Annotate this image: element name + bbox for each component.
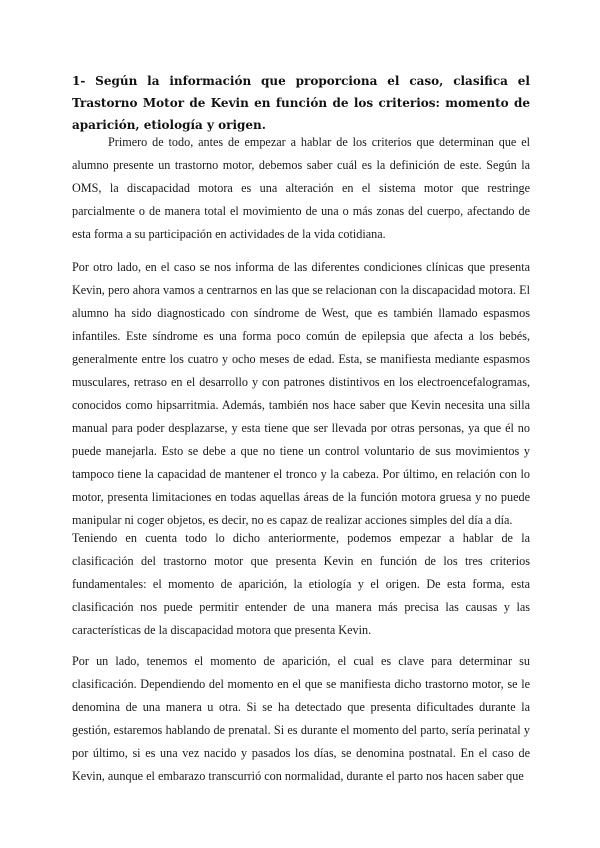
question-heading: 1- Según la información que proporciona el caso, clasifica el Trastorno Motor de Kevin en función de los criterios: momento de aparición, etiología y origen. [72, 74, 530, 132]
paragraph-definition: Primero de todo, antes de empezar a hablar de los criterios que determinan que el alumno presente un trastorno motor, debemos saber cuál es la definición de este. Según la OMS, la discapacidad motora es una alteración en el sistema motor que restringe parcialmente o de manera total el movimiento de una o más zonas del cuerpo, afectando de esta forma a su participación en actividades de la vida cotidiana. [72, 135, 530, 241]
paragraph-clinical-conditions: Por otro lado, en el caso se nos informa de las diferentes condiciones clínicas que presenta Kevin, pero ahora vamos a centrarnos en las que se relacionan con la discapacidad motora. El alumno ha sido diagnosticado con síndrome de West, que es también llamado espasmos infantiles. Este síndrome es una forma poco común de epilepsia que afecta a los bebés, generalmente entre los cuatro y ocho meses de edad. Esta, se manifiesta mediante espasmos musculares, retraso en el desarrollo y con patrones distintivos en los electroencefalogramas, conocidos como hipsarritmia. Además, también nos hace saber que Kevin necesita una silla manual para poder desplazarse, y esta tiene que ser llevada por otras personas, ya que él no puede manejarla. Esto se debe a que no tiene un control voluntario de sus movimientos y tampoco tiene la capacidad de mantener el tronco y la cabeza. Por último, en relación con lo motor, presenta limitaciones en todas aquellas áreas de la función motora gruesa y no puede manipular ni coger objetos, es decir, no es capaz de realizar acciones simples del día a día. [72, 260, 530, 527]
paragraph-onset-moment: Por un lado, tenemos el momento de aparición, el cual es clave para determinar su clasificación. Dependiendo del momento en el que se manifiesta dicho trastorno motor, se le denomina de una manera u otra. Si se ha detectado que presenta dificultades durante la gestión, estaremos hablando de prenatal. Si es durante el momento del parto, sería perinatal y por último, si es una vez nacido y pasados los días, se denomina postnatal. En el caso de Kevin, aunque el embarazo transcurrió con normalidad, durante el parto nos hacen saber que [72, 654, 530, 783]
paragraph-classification-intro: Teniendo en cuenta todo lo dicho anteriormente, podemos empezar a hablar de la clasificación del trastorno motor que presenta Kevin en función de los tres criterios fundamentales: el momento de aparición, la etiología y el origen. De esta forma, esta clasificación nos puede permitir entender de una manera más precisa las causas y las características de la discapacidad motora que presenta Kevin. [72, 531, 530, 637]
